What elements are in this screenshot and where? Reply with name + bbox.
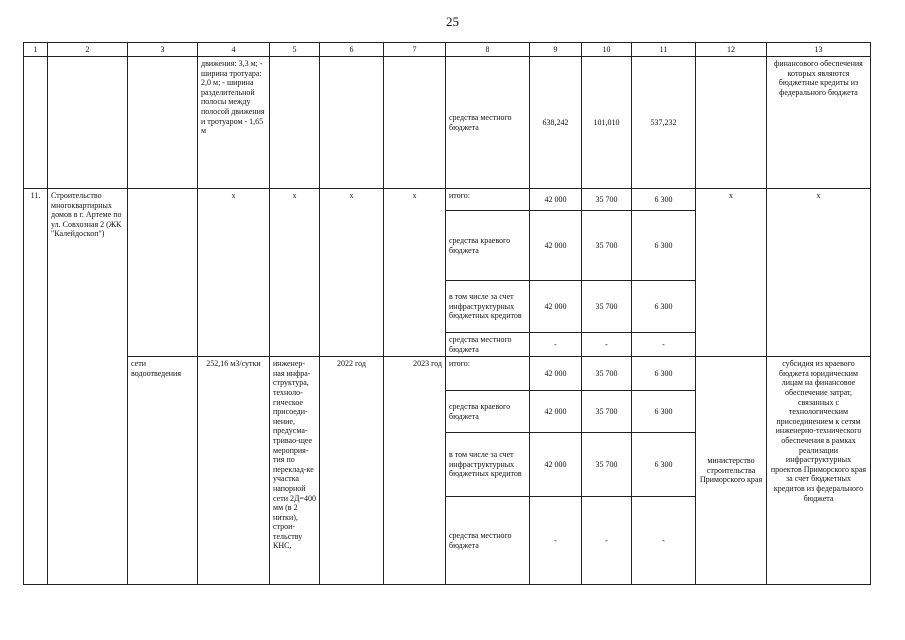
placeholder-x: х xyxy=(384,189,446,357)
parameters-cell: движения: 3,3 м; - ширина тротуара: 2,0 м; - ширина разделительной полосы между полосой движения и тротуаром - 1,65 м xyxy=(198,57,270,189)
amount-cell: 101,010 xyxy=(582,57,632,189)
col-header: 5 xyxy=(270,43,320,57)
placeholder-x: х xyxy=(270,189,320,357)
amount-cell: 6 300 xyxy=(632,357,696,391)
end-year: 2023 год xyxy=(384,357,446,585)
placeholder-x: х xyxy=(767,189,871,357)
col-header: 8 xyxy=(446,43,530,57)
funding-source: итого: xyxy=(446,189,530,211)
amount-cell: - xyxy=(582,497,632,585)
amount-cell: 6 300 xyxy=(632,433,696,497)
amount-cell: 537,232 xyxy=(632,57,696,189)
funding-source: средства краевого бюджета xyxy=(446,211,530,281)
budget-table xyxy=(23,42,871,585)
amount-cell: 42 000 xyxy=(530,433,582,497)
amount-cell: - xyxy=(530,333,582,357)
table-row xyxy=(24,57,871,189)
amount-cell: 638,242 xyxy=(530,57,582,189)
funding-source: в том числе за счет инфраструктурных бюджетных кредитов xyxy=(446,433,530,497)
amount-cell: 6 300 xyxy=(632,211,696,281)
amount-cell: 42 000 xyxy=(530,189,582,211)
amount-cell: 42 000 xyxy=(530,281,582,333)
col-header: 4 xyxy=(198,43,270,57)
amount-cell: 35 700 xyxy=(582,211,632,281)
header-row xyxy=(24,43,871,57)
amount-cell: 35 700 xyxy=(582,281,632,333)
amount-cell: 6 300 xyxy=(632,391,696,433)
col-header: 1 xyxy=(24,43,48,57)
amount-cell: 42 000 xyxy=(530,211,582,281)
capacity-cell: 252,16 м3/сутки xyxy=(198,357,270,585)
amount-cell: 42 000 xyxy=(530,357,582,391)
amount-cell: 35 700 xyxy=(582,391,632,433)
placeholder-x: х xyxy=(320,189,384,357)
responsible-body: министерство строительства Приморского края xyxy=(696,357,767,585)
funding-source: итого: xyxy=(446,357,530,391)
amount-cell: 35 700 xyxy=(582,189,632,211)
sub-object-name: сети водоотведения xyxy=(128,357,198,585)
table-row xyxy=(24,189,871,211)
col-header: 6 xyxy=(320,43,384,57)
amount-cell: 35 700 xyxy=(582,433,632,497)
amount-cell: 35 700 xyxy=(582,357,632,391)
funding-source: средства местного бюджета xyxy=(446,57,530,189)
table-row xyxy=(24,357,871,391)
amount-cell: 6 300 xyxy=(632,189,696,211)
start-year: 2022 год xyxy=(320,357,384,585)
amount-cell: - xyxy=(530,497,582,585)
placeholder-x: х xyxy=(198,189,270,357)
funding-source: средства краевого бюджета xyxy=(446,391,530,433)
amount-cell: - xyxy=(632,333,696,357)
note-cell: финансового обеспечения которых являются бюджетные кредиты из федерального бюджета xyxy=(767,57,871,189)
amount-cell: - xyxy=(632,497,696,585)
placeholder-x: х xyxy=(696,189,767,357)
row-number: 11. xyxy=(24,189,48,585)
funding-source: средства местного бюджета xyxy=(446,333,530,357)
col-header: 10 xyxy=(582,43,632,57)
col-header: 13 xyxy=(767,43,871,57)
col-header: 7 xyxy=(384,43,446,57)
amount-cell: 6 300 xyxy=(632,281,696,333)
description-cell: инженер-ная инфра-структура, техноло-гическое присоеди-нение, предусма-тривао-щее мероприя-тия по переклад-ке участка напорной сети 2Д=400 мм (в 2 нитки), строи-тельству КНС, xyxy=(270,357,320,585)
col-header: 3 xyxy=(128,43,198,57)
object-name: Строительство многоквартирных домов в г. Артеме по ул. Совхозная 2 (ЖК "Калейдоскоп") xyxy=(48,189,128,585)
funding-source: в том числе за счет инфраструктурных бюджетных кредитов xyxy=(446,281,530,333)
col-header: 2 xyxy=(48,43,128,57)
col-header: 12 xyxy=(696,43,767,57)
funding-source: средства местного бюджета xyxy=(446,497,530,585)
amount-cell: - xyxy=(582,333,632,357)
note-cell: субсидия из краевого бюджета юридическим лицам на финансовое обеспечение затрат, связанных с технологическим присоединением к сетям инженерно-технического обеспечения в рамках реализации инфраструктурных проектов Приморского края за счет бюджетных кредитов из федерального бюджета xyxy=(767,357,871,585)
page-number: 25 xyxy=(446,14,459,29)
amount-cell: 42 000 xyxy=(530,391,582,433)
col-header: 11 xyxy=(632,43,696,57)
col-header: 9 xyxy=(530,43,582,57)
